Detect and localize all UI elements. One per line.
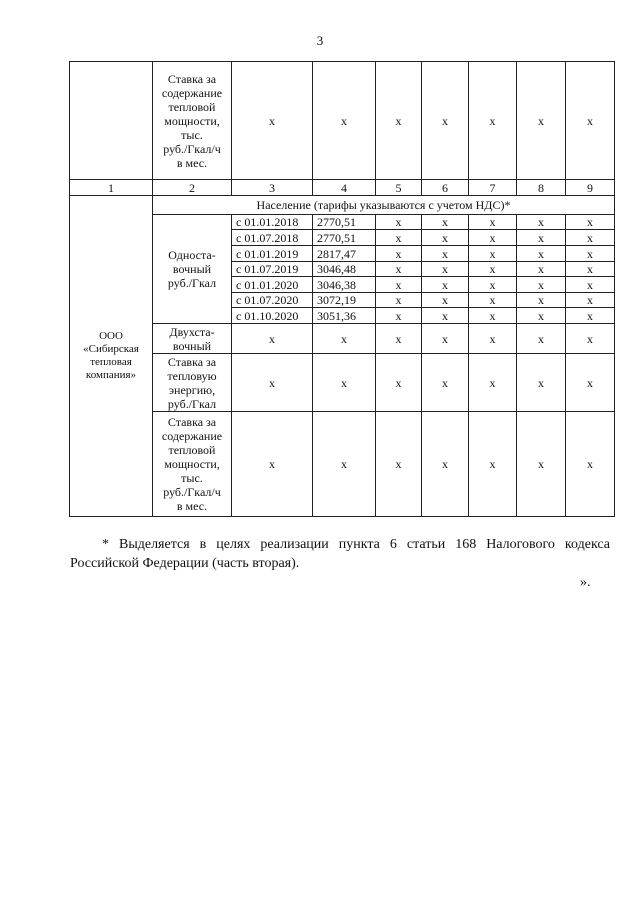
- period-empty-value: х: [468, 245, 517, 262]
- period-date: с 01.01.2020: [231, 276, 313, 293]
- period-date: с 01.07.2020: [231, 292, 313, 308]
- top-rate-value-col9: х: [565, 61, 615, 180]
- period-empty-value: х: [375, 261, 422, 277]
- period-empty-value: х: [516, 229, 566, 246]
- period-date: с 01.01.2018: [231, 214, 313, 230]
- top-rate-value-col8: х: [516, 61, 566, 180]
- column-number-6: 6: [421, 179, 469, 196]
- energy-rate-value-col6: х: [421, 353, 469, 412]
- two-part-value-col3: х: [231, 323, 313, 354]
- column-number-1: 1: [69, 179, 153, 196]
- one-part-rate-label: Односта- вочный руб./Гкал: [152, 214, 232, 324]
- period-empty-value: х: [468, 292, 517, 308]
- period-empty-value: х: [421, 214, 469, 230]
- period-tariff-value: 3046,38: [312, 276, 376, 293]
- period-empty-value: х: [421, 307, 469, 324]
- capacity-rate-value-col5: х: [375, 411, 422, 517]
- period-empty-value: х: [421, 276, 469, 293]
- top-rate-label: Ставка за содержание тепловой мощности, тыс. руб./Гкал/ч в мес.: [152, 61, 232, 180]
- period-empty-value: х: [468, 261, 517, 277]
- closing-quote: ».: [580, 575, 591, 590]
- period-empty-value: х: [565, 245, 615, 262]
- period-empty-value: х: [421, 292, 469, 308]
- period-empty-value: х: [565, 276, 615, 293]
- period-empty-value: х: [516, 292, 566, 308]
- top-rate-value-col5: х: [375, 61, 422, 180]
- column-number-4: 4: [312, 179, 376, 196]
- period-date: с 01.10.2020: [231, 307, 313, 324]
- energy-rate-value-col8: х: [516, 353, 566, 412]
- column-number-2: 2: [152, 179, 232, 196]
- top-rate-value-col4: х: [312, 61, 376, 180]
- period-empty-value: х: [565, 214, 615, 230]
- period-empty-value: х: [516, 245, 566, 262]
- capacity-rate-value-col4: х: [312, 411, 376, 517]
- population-header: Население (тарифы указываются с учетом НДС)*: [152, 195, 615, 215]
- period-empty-value: х: [468, 307, 517, 324]
- period-empty-value: х: [565, 307, 615, 324]
- period-empty-value: х: [565, 261, 615, 277]
- period-empty-value: х: [516, 214, 566, 230]
- period-date: с 01.07.2018: [231, 229, 313, 246]
- top-rate-value-col7: х: [468, 61, 517, 180]
- period-empty-value: х: [565, 292, 615, 308]
- column-number-8: 8: [516, 179, 566, 196]
- energy-rate-value-col3: х: [231, 353, 313, 412]
- period-tariff-value: 3046,48: [312, 261, 376, 277]
- top-rate-value-col6: х: [421, 61, 469, 180]
- capacity-rate-value-col3: х: [231, 411, 313, 517]
- period-date: с 01.01.2019: [231, 245, 313, 262]
- capacity-rate-label: Ставка за содержание тепловой мощности, тыс. руб./Гкал/ч в мес.: [152, 411, 232, 517]
- two-part-value-col6: х: [421, 323, 469, 354]
- energy-rate-label: Ставка за тепловую энергию, руб./Гкал: [152, 353, 232, 412]
- capacity-rate-value-col9: х: [565, 411, 615, 517]
- capacity-rate-value-col8: х: [516, 411, 566, 517]
- two-part-value-col4: х: [312, 323, 376, 354]
- two-part-rate-label: Двухста- вочный: [152, 323, 232, 354]
- period-empty-value: х: [468, 276, 517, 293]
- column-number-9: 9: [565, 179, 615, 196]
- footnote-line-2: Российской Федерации (часть вторая).: [70, 556, 300, 571]
- period-tariff-value: 2817,47: [312, 245, 376, 262]
- column-number-5: 5: [375, 179, 422, 196]
- two-part-value-col5: х: [375, 323, 422, 354]
- period-empty-value: х: [516, 307, 566, 324]
- period-date: с 01.07.2019: [231, 261, 313, 277]
- column-number-7: 7: [468, 179, 517, 196]
- period-tariff-value: 2770,51: [312, 214, 376, 230]
- period-empty-value: х: [516, 276, 566, 293]
- period-empty-value: х: [375, 214, 422, 230]
- period-empty-value: х: [375, 292, 422, 308]
- two-part-value-col7: х: [468, 323, 517, 354]
- period-empty-value: х: [375, 307, 422, 324]
- period-empty-value: х: [421, 245, 469, 262]
- capacity-rate-value-col6: х: [421, 411, 469, 517]
- period-empty-value: х: [375, 276, 422, 293]
- period-tariff-value: 3072,19: [312, 292, 376, 308]
- period-tariff-value: 2770,51: [312, 229, 376, 246]
- energy-rate-value-col9: х: [565, 353, 615, 412]
- two-part-value-col8: х: [516, 323, 566, 354]
- period-tariff-value: 3051,36: [312, 307, 376, 324]
- period-empty-value: х: [421, 261, 469, 277]
- page-number: 3: [316, 33, 324, 48]
- period-empty-value: х: [375, 245, 422, 262]
- period-empty-value: х: [516, 261, 566, 277]
- company-name: ООО «Сибирская тепловая компания»: [69, 195, 153, 517]
- period-empty-value: х: [468, 214, 517, 230]
- period-empty-value: х: [565, 229, 615, 246]
- energy-rate-value-col7: х: [468, 353, 517, 412]
- two-part-value-col9: х: [565, 323, 615, 354]
- energy-rate-value-col4: х: [312, 353, 376, 412]
- top-rate-value-col3: х: [231, 61, 313, 180]
- footnote-line-1: * Выделяется в целях реализации пункта 6 статьи 168 Налогового кодекса: [102, 537, 610, 552]
- period-empty-value: х: [375, 229, 422, 246]
- period-empty-value: х: [468, 229, 517, 246]
- period-empty-value: х: [421, 229, 469, 246]
- energy-rate-value-col5: х: [375, 353, 422, 412]
- column-number-3: 3: [231, 179, 313, 196]
- capacity-rate-value-col7: х: [468, 411, 517, 517]
- top-empty-cell: [69, 61, 153, 180]
